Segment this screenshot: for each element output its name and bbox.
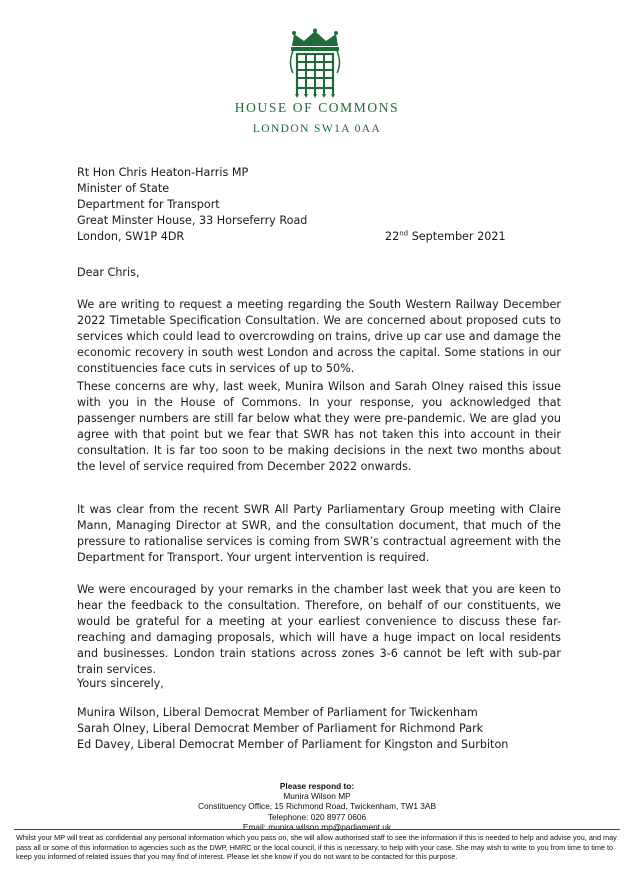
house-address: LONDON SW1A 0AA: [252, 123, 382, 135]
signoff: Yours sincerely,: [77, 677, 164, 690]
body-paragraph: It was clear from the recent SWR All Party Parliamentary Group meeting with Claire Mann, Managing Director at SWR, and the consultation document, that much of the pressure to rationalise services is coming from SWR’s contractual agreement with the Department for Transport. Your urgent intervention is required.: [77, 503, 561, 564]
body-paragraph: These concerns are why, last week, Munira Wilson and Sarah Olney raised this issue with you in the House of Commons. In your response, you acknowledged that passenger numbers are still far below what they were pre-pandemic. We are glad you agree with that point but we fear that SWR has not taken this into account in their consultation. It is far too soon to be making decisions in the next two months about the level of service required from December 2022 onwards.: [77, 380, 561, 473]
recipient-address: [77, 165, 377, 245]
privacy-disclaimer: Whilst your MP will treat as confidential any personal information which you pass on, she will allow authorised staff to see the information if this is needed to help and advise you, and may pass all or some of this information to agencies such as the DWP, HMRC or the local council, if this is necessary, to help with your case. She may wish to write to you from time to time to keep you informed of related issues that you may find of interest. Please let she know if you do not want to be contacted for this purpose.: [16, 833, 617, 862]
salutation: Dear Chris,: [77, 266, 140, 279]
date-suffix: nd: [399, 229, 409, 238]
body-paragraph: We were encouraged by your remarks in the chamber last week that you are keen to hear the feedback to the consultation. Therefore, on behalf of our constituents, we would be grateful for a meeting at your earliest convenience to discuss these far-reaching and damaging proposals, which will have a huge impact on local residents and businesses. London train stations across zones 3-6 cannot be left with sub-par train services.: [77, 583, 561, 676]
recipient-line: Rt Hon Chris Heaton-Harris MP: [77, 166, 249, 179]
house-title: HOUSE OF COMMONS: [234, 100, 400, 115]
signatories: [77, 705, 508, 753]
letter-date: [385, 229, 506, 245]
respond-line: Telephone: 020 8977 0606: [267, 811, 367, 822]
respond-email: Email: munira.wilson.mp@parliament.uk: [242, 821, 392, 832]
body-paragraph: We are writing to request a meeting regarding the South Western Railway December 2022 Timetable Specification Consultation. We are concerned about proposed cuts to services which could lead to overcrowding on trains, drive up car use and damage the economic recovery in south west London and across the capital. Some stations in our constituencies face cuts in services of up to 50%.: [77, 298, 561, 375]
respond-line: Constituency Office, 15 Richmond Road, Twickenham, TW1 3AB: [198, 801, 436, 812]
recipient-line: Great Minster House, 33 Horseferry Road: [77, 214, 308, 227]
recipient-line: London, SW1P 4DR: [77, 230, 185, 243]
signatory-line: Ed Davey, Liberal Democrat Member of Parliament for Kingston and Surbiton: [77, 738, 509, 751]
respond-heading: Please respond to:: [279, 781, 355, 791]
signatory-line: Sarah Olney, Liberal Democrat Member of Parliament for Richmond Park: [77, 722, 484, 735]
respond-line: Munira Wilson MP: [283, 791, 351, 802]
recipient-line: Department for Transport: [77, 198, 220, 211]
footer-divider: [14, 829, 620, 830]
portcullis-icon: [284, 28, 346, 98]
respond-block: [0, 781, 634, 832]
recipient-line: Minister of State: [77, 182, 170, 195]
date-day: 22: [385, 230, 400, 243]
date-rest: September 2021: [408, 230, 506, 243]
signatory-line: Munira Wilson, Liberal Democrat Member of Parliament for Twickenham: [77, 706, 478, 719]
